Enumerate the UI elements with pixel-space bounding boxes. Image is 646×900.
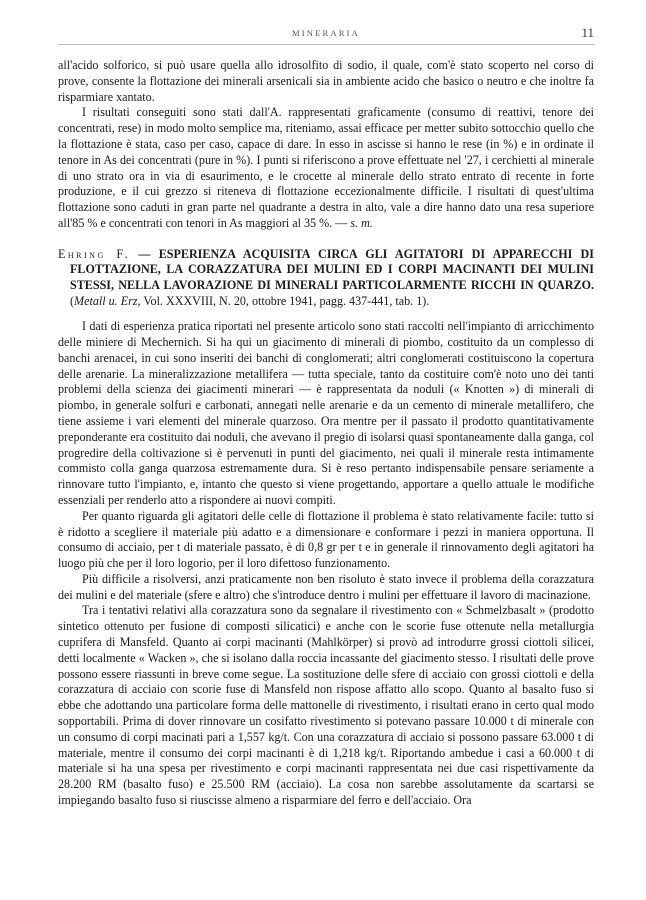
intro-paragraph-2-text: I risultati conseguiti sono stati dall'A. rappresentati graficamente (consumo di reattivi, tenore dei concentrati, rese) in modo molto semplice ma, riteniamo, assai efficace per metter subito sottocchio quello che la flottazione è stata, caso per caso, capace di dare. In esso in ascisse si hanno le rese (in %) e in ordinate il tenore in As dei concentrati (pure in %). I punti si riferiscono a prove effettuate nel '27, i cerchietti al minerale di uno strato ora in via di esaurimento, e le crocette al minerale dello strato entrato di recente in forte produzione, e il cui grezzo si riteneva di flottazione eccezionalmente difficile. I risultati di quest'ultima flottazione sono caduti in gran parte nel quadrante a destra in alto, vale a dire hanno dato una resa superiore all'85 % e concentrati con tenori in As maggiori al 35 %. — xyxy=(58,105,594,230)
citation-open: ( xyxy=(70,293,75,308)
body-paragraph-3: Più difficile a risolversi, anzi praticamente non ben risoluto è stato invece il problema della corazzatura dei mulini e del materiale (sfere e altro) che s'introduce dentro i mulini per effettuare il lavoro di macinazione. xyxy=(58,571,594,602)
page-body xyxy=(58,58,594,809)
intro-paragraph-1: all'acido solforico, si può usare quella allo idrosolfito di sodio, il quale, com'è stato scoperto nel corso di prove, consente la flottazione dei minerali arsenicali sia in ambiente acido che basico o neutro e che inoltre fa risparmiare xantato. xyxy=(58,58,594,104)
body-paragraph-1: I dati di esperienza pratica riportati nel presente articolo sono stati raccolti nell'impianto di arricchimento delle miniere di Mechernich. Si ha qui un giacimento di minerali di piombo, costituito da un complesso di banchi arenacei, in cui sono inseriti dei banchi di conglomerati; altri conglomerati costituiscono la copertura delle arenarie. La mineralizzazione metallifera — tutta speciale, tanto da costituire com'è noto uno dei tanti problemi della scienza dei giacimenti minerari — è rappresentata da noduli (« Knotten ») di minerali di piombo, in generale solfuri e carbonati, annegati nelle arenarie e da un cemento di minerale metallifero, che tiene assieme i vari elementi del minerale quarzoso. Ora mentre per il passato il prodotto quantitativamente preponderante era costituito dai noduli, che avevano il pregio di isolarsi quasi spontaneamente dalla ganga, col progredire della coltivazione si è pervenuti in punti del giacimento, nei quali il minerale resta intimamente commisto colla ganga quarzosa estremamente dura. Si è reso pertanto indispensabile pensare seriamente a rinnovare tutto l'impianto, e, intanto che questo si viene progettando, apportare a quello attuale le modifiche essenziali per renderlo atto a rispondere ai nuovi compiti. xyxy=(58,319,594,507)
running-title: MINERARIA xyxy=(292,28,360,38)
body-paragraph-2: Per quanto riguarda gli agitatori delle celle di flottazione il problema è stato relativamente facile: tutto si è ridotto a scegliere il materiale più adatto e a dimensionare e conformare i pezzi in maniera opportuna. Il consumo di acciaio, per t di materiale passato, è di 0,8 gr per t e in generale il rinnovamento degli agitatori ha luogo più che per il loro logorio, per il loro difettoso funzionamento. xyxy=(58,508,594,571)
intro-signature: s. m. xyxy=(350,215,373,230)
article-body xyxy=(58,319,594,809)
article-author: Ehring F. xyxy=(58,246,131,261)
intro-paragraph-2 xyxy=(58,105,594,231)
journal-name: Metall u. Erz, xyxy=(74,293,141,308)
page-number: 11 xyxy=(581,25,594,40)
running-header xyxy=(58,24,594,45)
article-citation xyxy=(70,294,429,308)
body-paragraph-4: Tra i tentativi relativi alla corazzatura sono da segnalare il rivestimento con « Schmelzbasalt » (prodotto sintetico ottenuto per fusione di composti silicatici) e anche con le scorie fuse ottenute nella metallurgia cuprifera di Mansfeld. Quanto ai corpi macinanti (Mahlkörper) si provò ad introdurre grossi ciottoli silicei, detti localmente « Wacken », che si isolano dalla roccia incassante del giacimento stesso. I risultati delle prove possono essere riassunti in breve come segue. La sostituzione delle sfere di acciaio con grossi ciottoli e della corazzatura di acciaio con scorie fuse di Mansfeld non rispose affatto allo scopo. Quanto al basalto fuso si ebbe che adottando una particolare forma delle mattonelle di rivestimento, i risultati erano in certo qual modo sopportabili. Prima di dover rinnovare un cosifatto rivestimento si potevano passare 10.000 t di minerale con un consumo di corpi macinati pari a 1,557 kg/t. Con una corazzatura di acciaio si possono passare 63.000 t di materiale, mentre il consumo dei corpi macinanti è di 1,218 kg/t. Riportando ambedue i casi a 60.000 t di materiale si ha una spesa per rivestimento e corpi macinanti rappresentata nei due casi rispettivamente da 28.200 RM (basalto fuso) e 25.500 RM (acciaio). La cosa non sarebbe assolutamente da scartarsi se impiegando basalto fuso si riuscisse almeno a risparmiare del ferro e dell'acciaio. Ora xyxy=(58,603,594,808)
article-heading xyxy=(58,247,594,309)
citation-details: Vol. XXXVIII, N. 20, ottobre 1941, pagg. 437-441, tab. 1). xyxy=(140,293,430,308)
article-title: — ESPERIENZA ACQUISITA CIRCA GLI AGITATORI DI APPARECCHI DI FLOTTAZIONE, LA CORAZZATURA DEI MULINI ED I CORPI MACINANTI DEI MULINI STESSI, NELLA LAVORAZIONE DI MINERALI PARTICOLARMENTE RICCHI IN QUARZO. xyxy=(70,246,594,292)
